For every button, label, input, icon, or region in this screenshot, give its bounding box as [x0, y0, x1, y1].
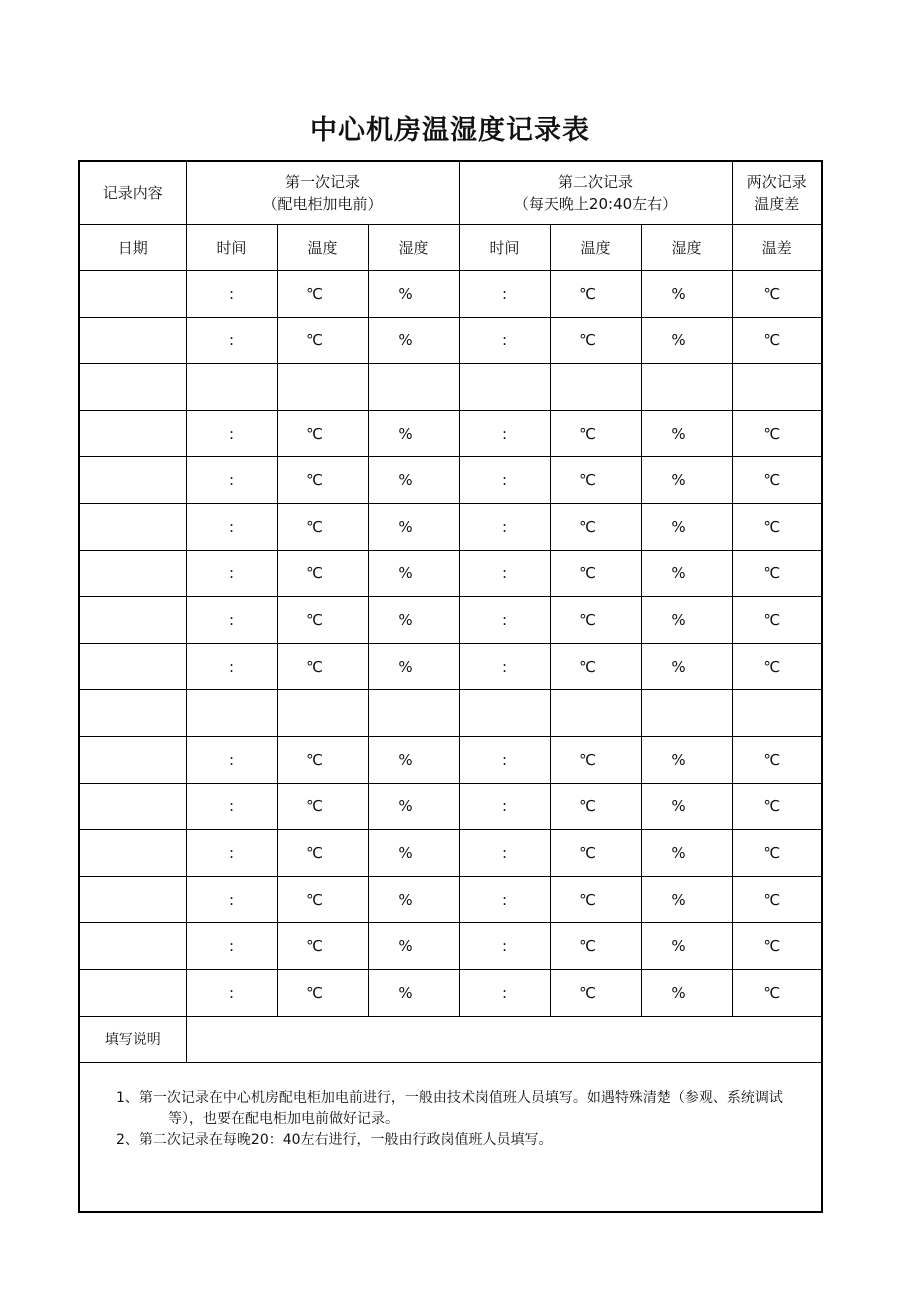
date-cell[interactable]: [79, 643, 186, 690]
table-row: [79, 643, 822, 690]
temp-2-cell[interactable]: ℃: [550, 457, 641, 504]
temp-diff-cell[interactable]: ℃: [732, 410, 822, 457]
instructions-row: [79, 1062, 822, 1212]
temp-diff-cell[interactable]: ℃: [732, 550, 822, 597]
humidity-1-cell[interactable]: %: [368, 876, 459, 923]
table-row: [79, 317, 822, 364]
date-cell[interactable]: [79, 410, 186, 457]
time-2-cell[interactable]: :: [459, 830, 550, 877]
temp-1-cell[interactable]: ℃: [277, 876, 368, 923]
time-2-cell[interactable]: :: [459, 550, 550, 597]
temp-1-cell[interactable]: ℃: [277, 830, 368, 877]
humidity-1-cell[interactable]: %: [368, 923, 459, 970]
time-2-cell[interactable]: :: [459, 783, 550, 830]
time-1-cell[interactable]: :: [186, 876, 277, 923]
date-cell[interactable]: [79, 271, 186, 318]
humidity-2-cell[interactable]: [641, 364, 732, 411]
temp-1-cell[interactable]: ℃: [277, 503, 368, 550]
humidity-2-cell[interactable]: %: [641, 876, 732, 923]
temp-1-cell[interactable]: ℃: [277, 457, 368, 504]
footer-label: 填写说明: [79, 1016, 186, 1062]
time-1-cell[interactable]: :: [186, 830, 277, 877]
table-row: [79, 830, 822, 877]
date-cell[interactable]: [79, 550, 186, 597]
time-1-cell[interactable]: :: [186, 410, 277, 457]
temp-2-cell[interactable]: ℃: [550, 317, 641, 364]
time-2-cell[interactable]: [459, 364, 550, 411]
time-2-cell[interactable]: :: [459, 969, 550, 1016]
record-table: [78, 160, 823, 1213]
temp-1-cell[interactable]: ℃: [277, 271, 368, 318]
time-2-cell[interactable]: :: [459, 317, 550, 364]
date-cell[interactable]: [79, 923, 186, 970]
time-1-cell[interactable]: :: [186, 783, 277, 830]
date-cell[interactable]: [79, 830, 186, 877]
date-cell[interactable]: [79, 783, 186, 830]
humidity-2-cell[interactable]: %: [641, 271, 732, 318]
table-row: [79, 503, 822, 550]
page-title: 中心机房温湿度记录表: [310, 115, 590, 146]
date-cell[interactable]: [79, 317, 186, 364]
temp-2-cell[interactable]: ℃: [550, 783, 641, 830]
time-2-cell[interactable]: :: [459, 736, 550, 783]
time-1-cell[interactable]: :: [186, 736, 277, 783]
humidity-1-cell[interactable]: %: [368, 969, 459, 1016]
humidity-1-cell[interactable]: [368, 690, 459, 737]
date-cell[interactable]: [79, 364, 186, 411]
date-cell[interactable]: [79, 969, 186, 1016]
table-row: [79, 457, 822, 504]
header-first-line1: 第一次记录: [285, 173, 361, 191]
date-cell[interactable]: [79, 503, 186, 550]
time-1-cell[interactable]: :: [186, 550, 277, 597]
humidity-2-cell[interactable]: %: [641, 736, 732, 783]
temp-diff-cell[interactable]: ℃: [732, 503, 822, 550]
temp-2-cell[interactable]: ℃: [550, 550, 641, 597]
table-row: [79, 923, 822, 970]
temp-diff-cell[interactable]: [732, 690, 822, 737]
table-row: [79, 969, 822, 1016]
table-row: [79, 736, 822, 783]
header-diff: [732, 161, 822, 225]
instruction-1: 1、第一次记录在中心机房配电柜加电前进行，一般由技术岗值班人员填写。如遇特殊清楚（参观、系统调试等），也要在配电柜加电前做好记录。: [116, 1089, 783, 1127]
temp-diff-cell[interactable]: ℃: [732, 271, 822, 318]
table-row: [79, 271, 822, 318]
temp-2-cell[interactable]: [550, 364, 641, 411]
col-humidity-1: 湿度: [368, 225, 459, 271]
col-date: 日期: [79, 225, 186, 271]
col-temp-2: 温度: [550, 225, 641, 271]
humidity-1-cell[interactable]: %: [368, 783, 459, 830]
temp-2-cell[interactable]: ℃: [550, 643, 641, 690]
temp-2-cell[interactable]: ℃: [550, 410, 641, 457]
humidity-1-cell[interactable]: %: [368, 410, 459, 457]
humidity-1-cell[interactable]: %: [368, 317, 459, 364]
date-cell[interactable]: [79, 690, 186, 737]
humidity-2-cell[interactable]: %: [641, 597, 732, 644]
temp-1-cell[interactable]: ℃: [277, 410, 368, 457]
temp-diff-cell[interactable]: ℃: [732, 830, 822, 877]
temp-diff-cell[interactable]: ℃: [732, 643, 822, 690]
humidity-2-cell[interactable]: [641, 690, 732, 737]
humidity-1-cell[interactable]: %: [368, 457, 459, 504]
humidity-1-cell[interactable]: %: [368, 597, 459, 644]
temp-2-cell[interactable]: [550, 690, 641, 737]
footer-label-empty[interactable]: [186, 1016, 822, 1062]
temp-diff-cell[interactable]: [732, 364, 822, 411]
header-record-content: 记录内容: [79, 161, 186, 225]
date-cell[interactable]: [79, 597, 186, 644]
col-temp-1: 温度: [277, 225, 368, 271]
temp-diff-cell[interactable]: ℃: [732, 317, 822, 364]
humidity-2-cell[interactable]: %: [641, 969, 732, 1016]
temp-2-cell[interactable]: ℃: [550, 503, 641, 550]
time-1-cell[interactable]: :: [186, 457, 277, 504]
time-2-cell[interactable]: :: [459, 597, 550, 644]
time-1-cell[interactable]: :: [186, 969, 277, 1016]
humidity-2-cell[interactable]: %: [641, 317, 732, 364]
time-1-cell[interactable]: [186, 690, 277, 737]
temp-2-cell[interactable]: ℃: [550, 736, 641, 783]
time-1-cell[interactable]: :: [186, 597, 277, 644]
time-2-cell[interactable]: :: [459, 643, 550, 690]
temp-1-cell[interactable]: ℃: [277, 317, 368, 364]
temp-diff-cell[interactable]: ℃: [732, 969, 822, 1016]
humidity-2-cell[interactable]: %: [641, 550, 732, 597]
date-cell[interactable]: [79, 736, 186, 783]
temp-1-cell[interactable]: [277, 364, 368, 411]
temp-1-cell[interactable]: ℃: [277, 736, 368, 783]
temp-1-cell[interactable]: ℃: [277, 969, 368, 1016]
table-row: [79, 550, 822, 597]
humidity-1-cell[interactable]: %: [368, 503, 459, 550]
humidity-2-cell[interactable]: %: [641, 830, 732, 877]
temp-1-cell[interactable]: ℃: [277, 597, 368, 644]
time-2-cell[interactable]: :: [459, 876, 550, 923]
header-row-1: [79, 161, 822, 225]
header-first-record: [186, 161, 459, 225]
header-second-line2: （每天晚上20:40左右）: [513, 195, 678, 213]
table-row: [79, 876, 822, 923]
time-1-cell[interactable]: :: [186, 317, 277, 364]
temp-diff-cell[interactable]: ℃: [732, 783, 822, 830]
temp-2-cell[interactable]: ℃: [550, 597, 641, 644]
humidity-1-cell[interactable]: %: [368, 643, 459, 690]
temp-2-cell[interactable]: ℃: [550, 876, 641, 923]
humidity-2-cell[interactable]: %: [641, 783, 732, 830]
time-2-cell[interactable]: :: [459, 410, 550, 457]
time-2-cell[interactable]: :: [459, 457, 550, 504]
time-1-cell[interactable]: :: [186, 643, 277, 690]
instruction-2: 2、第二次记录在每晚20：40左右进行，一般由行政岗值班人员填写。: [116, 1131, 553, 1148]
humidity-2-cell[interactable]: %: [641, 410, 732, 457]
header-second-line1: 第二次记录: [558, 173, 634, 191]
footer-label-row: [79, 1016, 822, 1062]
time-1-cell[interactable]: :: [186, 503, 277, 550]
time-2-cell[interactable]: :: [459, 503, 550, 550]
col-temp-diff: 温差: [732, 225, 822, 271]
humidity-1-cell[interactable]: %: [368, 830, 459, 877]
temp-diff-cell[interactable]: ℃: [732, 923, 822, 970]
humidity-1-cell[interactable]: %: [368, 550, 459, 597]
temp-diff-cell[interactable]: ℃: [732, 876, 822, 923]
humidity-2-cell[interactable]: %: [641, 923, 732, 970]
table-row: [79, 690, 822, 737]
date-cell[interactable]: [79, 457, 186, 504]
temp-2-cell[interactable]: ℃: [550, 969, 641, 1016]
temp-diff-cell[interactable]: ℃: [732, 457, 822, 504]
temp-diff-cell[interactable]: ℃: [732, 597, 822, 644]
temp-1-cell[interactable]: ℃: [277, 643, 368, 690]
col-time-2: 时间: [459, 225, 550, 271]
time-1-cell[interactable]: :: [186, 923, 277, 970]
header-first-line2: （配电柜加电前）: [262, 195, 383, 213]
humidity-2-cell[interactable]: %: [641, 457, 732, 504]
humidity-2-cell[interactable]: %: [641, 503, 732, 550]
header-diff-line2: 温度差: [754, 195, 800, 213]
table-row: [79, 410, 822, 457]
date-cell[interactable]: [79, 876, 186, 923]
temp-1-cell[interactable]: ℃: [277, 923, 368, 970]
temp-diff-cell[interactable]: ℃: [732, 736, 822, 783]
temp-1-cell[interactable]: ℃: [277, 783, 368, 830]
temp-2-cell[interactable]: ℃: [550, 923, 641, 970]
temp-2-cell[interactable]: ℃: [550, 830, 641, 877]
humidity-1-cell[interactable]: %: [368, 736, 459, 783]
data-body: [79, 271, 822, 1017]
instructions-cell: [79, 1062, 822, 1212]
header-row-2: [79, 225, 822, 271]
humidity-2-cell[interactable]: %: [641, 643, 732, 690]
humidity-1-cell[interactable]: %: [368, 271, 459, 318]
time-2-cell[interactable]: [459, 690, 550, 737]
col-time-1: 时间: [186, 225, 277, 271]
table-row: [79, 783, 822, 830]
time-2-cell[interactable]: :: [459, 923, 550, 970]
header-second-record: [459, 161, 732, 225]
time-1-cell[interactable]: [186, 364, 277, 411]
table-row: [79, 597, 822, 644]
humidity-1-cell[interactable]: [368, 364, 459, 411]
col-humidity-2: 湿度: [641, 225, 732, 271]
temp-1-cell[interactable]: [277, 690, 368, 737]
table-row: [79, 364, 822, 411]
time-1-cell[interactable]: :: [186, 271, 277, 318]
temp-1-cell[interactable]: ℃: [277, 550, 368, 597]
header-diff-line1: 两次记录: [746, 173, 807, 191]
temp-2-cell[interactable]: ℃: [550, 271, 641, 318]
time-2-cell[interactable]: :: [459, 271, 550, 318]
